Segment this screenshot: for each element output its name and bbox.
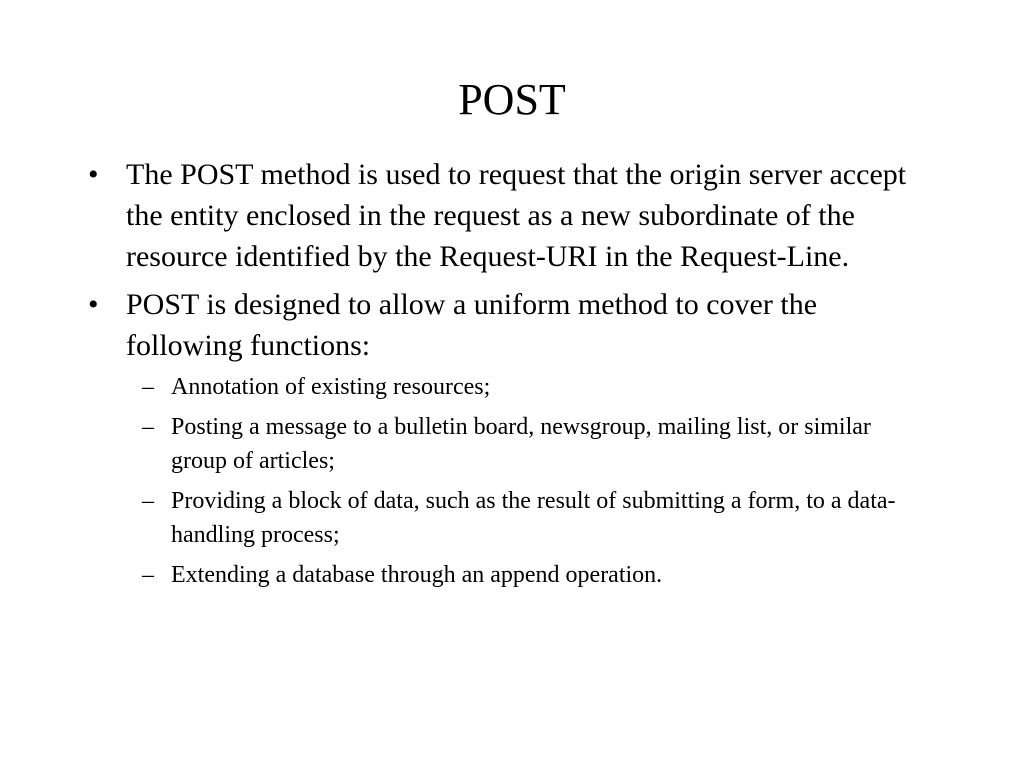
bullet-list <box>88 154 928 592</box>
slide-body <box>88 154 928 599</box>
sub-bullet-marker: – <box>142 562 154 588</box>
sub-bullet-item <box>126 410 928 478</box>
sub-bullet-list <box>126 370 928 592</box>
sub-bullet-text: Annotation of existing resources; <box>171 374 491 400</box>
sub-bullet-marker: – <box>142 488 154 514</box>
sub-bullet-marker: – <box>142 374 154 400</box>
bullet-text: The POST method is used to request that the origin server accept the entity enclosed in the request as a new subordinate of the resource identified by the Request-URI in the Request-Line. <box>126 158 907 273</box>
bullet-item <box>88 284 928 592</box>
sub-bullet-marker: – <box>142 414 154 440</box>
sub-bullet-text: Providing a block of data, such as the result of submitting a form, to a data-handling process; <box>171 488 896 548</box>
sub-bullet-text: Extending a database through an append operation. <box>171 562 663 588</box>
sub-bullet-item <box>126 370 928 404</box>
sub-bullet-item <box>126 484 928 552</box>
bullet-marker: • <box>88 158 99 191</box>
slide-title: POST <box>458 75 566 124</box>
sub-bullet-text: Posting a message to a bulletin board, newsgroup, mailing list, or similar group of articles; <box>171 414 871 474</box>
bullet-text: POST is designed to allow a uniform method to cover the following functions: <box>126 288 818 362</box>
bullet-marker: • <box>88 288 99 321</box>
bullet-item <box>88 154 928 277</box>
sub-bullet-item <box>126 558 928 592</box>
